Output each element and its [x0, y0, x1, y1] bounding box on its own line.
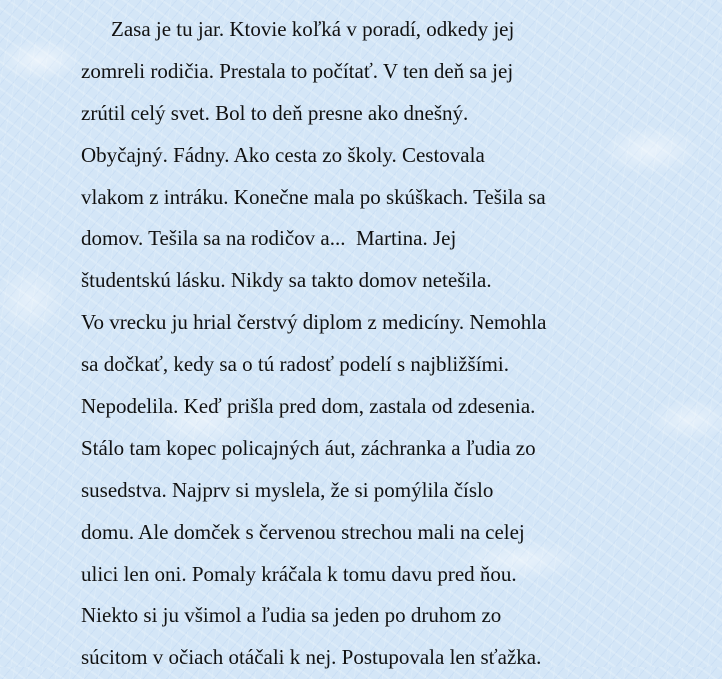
text-line: študentskú lásku. Nikdy sa takto domov netešila.	[81, 268, 492, 293]
text-line: Vo vrecku ju hrial čerstvý diplom z medicíny. Nemohla	[81, 310, 547, 335]
text-line: zrútil celý svet. Bol to deň presne ako dnešný.	[81, 100, 469, 125]
text-line: Stálo tam kopec policajných áut, záchranka a ľudia zo	[81, 435, 536, 460]
text-line: Obyčajný. Fádny. Ako cesta zo školy. Cestovala	[81, 142, 485, 167]
text-line: sa dočkať, kedy sa o tú radosť podelí s najbližšími.	[81, 352, 509, 377]
story-text	[81, 9, 641, 679]
text-line: Niekto si ju všimol a ľudia sa jeden po druhom zo	[81, 603, 502, 628]
text-line: Nepodelila. Keď prišla pred dom, zastala od zdesenia.	[81, 394, 536, 419]
text-line: Zasa je tu jar. Ktovie koľká v poradí, odkedy jej	[111, 17, 515, 41]
text-line: domu. Ale domček s červenou strechou mali na celej	[81, 519, 525, 544]
text-line: ulici len oni. Pomaly kráčala k tomu davu pred ňou.	[81, 561, 517, 586]
text-line: susedstva. Najprv si myslela, že si pomýlila číslo	[81, 477, 494, 502]
text-line: súcitom v očiach otáčali k nej. Postupovala len sťažka.	[81, 645, 542, 670]
text-line: vlakom z intráku. Konečne mala po skúškach. Tešila sa	[81, 184, 546, 209]
text-line: zomreli rodičia. Prestala to počítať. V ten deň sa jej	[81, 58, 514, 83]
text-line: domov. Tešila sa na rodičov a... Martina. Jej	[81, 226, 457, 251]
